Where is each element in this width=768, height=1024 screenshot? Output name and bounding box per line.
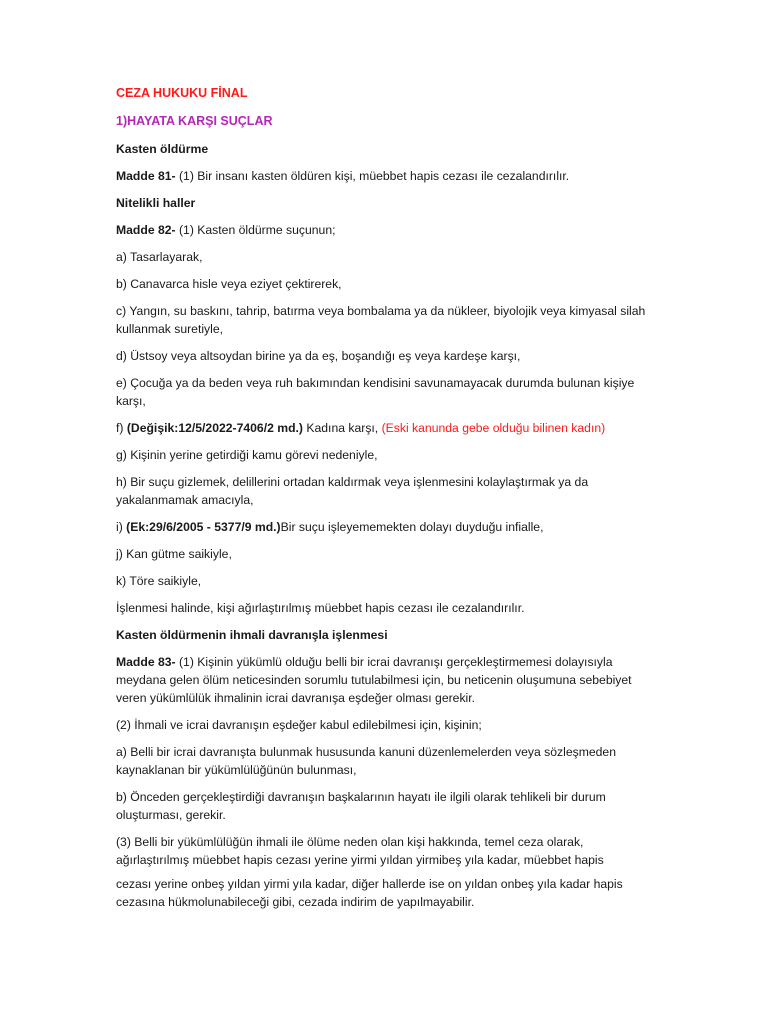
item-a: a) Tasarlayarak, (116, 250, 203, 264)
nitelikli-haller-heading: Nitelikli haller (116, 196, 196, 210)
item-j: j) Kan gütme saikiyle, (116, 547, 232, 561)
document-title: CEZA HUKUKU FİNAL (116, 86, 248, 100)
item-g: g) Kişinin yerine getirdiği kamu görevi nedeniyle, (116, 448, 378, 462)
madde-83-paragraph-3: (3) Belli bir yükümlülüğün ihmali ile ölüme neden olan kişi hakkında, temel ceza olarak, ağırlaştırılmış müebbet hapis cezası yerine yirmi yıldan yirmibeş yıla kadar, müebbet hapis (116, 835, 604, 867)
document-page (116, 84, 656, 920)
item-i (116, 518, 656, 536)
madde-81 (116, 167, 656, 185)
madde-83 (116, 653, 656, 707)
madde-83-text: (1) Kişinin yükümlü olduğu belli bir icrai davranışı gerçekleştirmemesi dolayısıyla meydana gelen ölüm neticesinden sorumlu tutulabilmesi için, bu neticenin oluşumuna sebebiyet veren yükümlülük ihmalinin icrai davranışa eşdeğer olması gerekir. (116, 655, 632, 705)
item-f-prefix: f) (116, 421, 127, 435)
madde-83-paragraph-3-cont: cezası yerine onbeş yıldan yirmi yıla kadar, diğer hallerde ise on yıldan onbeş yıla kadar hapis cezasına hükmolunabileceği gibi, cezada indirim de yapılmayabilir. (116, 877, 623, 909)
madde-83-paragraph-2: (2) İhmali ve icrai davranışın eşdeğer kabul edilebilmesi için, kişinin; (116, 718, 482, 732)
item-f-amendment: (Değişik:12/5/2022-7406/2 md.) (126, 421, 303, 435)
item-b: b) Canavarca hisle veya eziyet çektirerek, (116, 277, 342, 291)
item-f-text: Kadına karşı, (302, 421, 382, 435)
madde-83-label: Madde 83- (116, 655, 176, 669)
item-d: d) Üstsoy veya altsoydan birine ya da eş, boşandığı eş veya kardeşe karşı, (116, 349, 521, 363)
madde-82-text: (1) Kasten öldürme suçunun; (175, 223, 336, 237)
ihmali-davranis-heading: Kasten öldürmenin ihmali davranışla işlenmesi (116, 628, 388, 642)
item-c: c) Yangın, su baskını, tahrip, batırma veya bombalama ya da nükleer, biyolojik veya kimyasal silah kullanmak suretiyle, (116, 304, 646, 336)
item-f-note: (Eski kanunda gebe olduğu bilinen kadın) (381, 421, 606, 435)
madde-82-result: İşlenmesi halinde, kişi ağırlaştırılmış müebbet hapis cezası ile cezalandırılır. (116, 601, 525, 615)
item-i-amendment: (Ek:29/6/2005 - 5377/9 md.) (126, 520, 281, 534)
item-i-text: Bir suçu işleyememekten dolayı duyduğu infialle, (280, 520, 544, 534)
madde-83-item-b: b) Önceden gerçekleştirdiği davranışın başkalarının hayatı ile ilgili olarak tehlikeli bir durum oluşturması, gerekir. (116, 790, 606, 822)
item-e: e) Çocuğa ya da beden veya ruh bakımından kendisini savunamayacak durumda bulunan kişiye karşı, (116, 376, 635, 408)
madde-83-item-a: a) Belli bir icrai davranışta bulunmak hususunda kanuni düzenlemelerden veya sözleşmeden kaynaklanan bir yükümlülüğünün bulunması, (116, 745, 616, 777)
item-i-prefix: i) (116, 520, 127, 534)
madde-81-label: Madde 81- (116, 169, 176, 183)
item-f (116, 419, 656, 437)
madde-81-text: (1) Bir insanı kasten öldüren kişi, müebbet hapis cezası ile cezalandırılır. (175, 169, 570, 183)
item-k: k) Töre saikiyle, (116, 574, 202, 588)
madde-82-label: Madde 82- (116, 223, 176, 237)
item-h: h) Bir suçu gizlemek, delillerini ortadan kaldırmak veya işlenmesini kolaylaştırmak ya da yakalanmamak amacıyla, (116, 475, 589, 507)
kasten-oldurme-heading: Kasten öldürme (116, 142, 209, 156)
section-heading: 1)HAYATA KARŞI SUÇLAR (116, 114, 273, 128)
madde-82 (116, 221, 656, 239)
